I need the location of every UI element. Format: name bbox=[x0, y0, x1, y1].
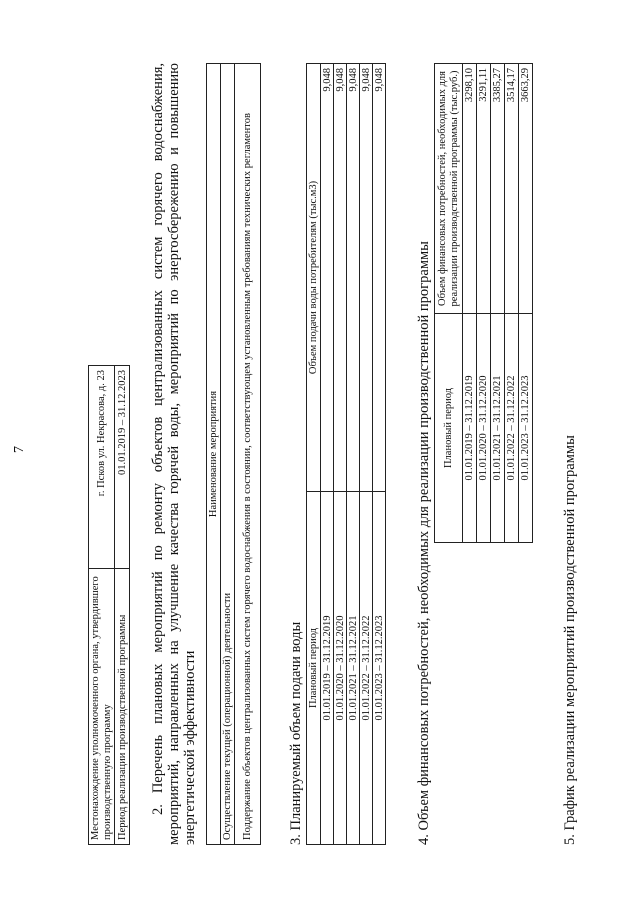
table-header-row bbox=[435, 64, 463, 543]
table-row bbox=[347, 64, 360, 845]
info-value: г. Псков ул. Некрасова, д. 23 bbox=[89, 366, 115, 569]
table-row bbox=[477, 64, 491, 543]
info-table bbox=[88, 365, 130, 845]
table-row bbox=[491, 64, 505, 543]
period-cell: 01.01.2023 – 31.12.2023 bbox=[373, 492, 386, 845]
info-row bbox=[89, 366, 115, 845]
table-row bbox=[235, 64, 261, 845]
financial-needs-table bbox=[434, 63, 533, 543]
table-header-row bbox=[307, 64, 321, 845]
col-header-finance: Объем финансовых потребностей, необходимых для реализации производственной программы (тыс.руб.) bbox=[435, 64, 463, 314]
volume-cell: 9,048 bbox=[334, 64, 347, 492]
period-cell: 01.01.2020 – 31.12.2020 bbox=[477, 314, 491, 543]
period-cell: 01.01.2022 – 31.12.2022 bbox=[360, 492, 373, 845]
period-cell: 01.01.2022 – 31.12.2022 bbox=[505, 314, 519, 543]
col-header-period: Плановый период bbox=[307, 492, 321, 845]
measures-cell: Поддержание объектов централизованных систем горячего водоснабжения в состоянии, соответствующем установленным требованиям технических регламентов bbox=[235, 64, 261, 845]
finance-cell: 3385,27 bbox=[491, 64, 505, 314]
page-number: 7 bbox=[12, 446, 27, 453]
volume-cell: 9,048 bbox=[347, 64, 360, 492]
table-row bbox=[221, 64, 235, 845]
section-5-title: 5. График реализации мероприятий производственной программы bbox=[562, 435, 578, 845]
col-header-volume: Объем подачи воды потребителям (тыс.м3) bbox=[307, 64, 321, 492]
period-cell: 01.01.2019 – 31.12.2019 bbox=[321, 492, 334, 845]
measures-header: Наименование мероприятия bbox=[207, 64, 221, 845]
period-cell: 01.01.2023 – 31.12.2023 bbox=[519, 314, 533, 543]
water-volume-table bbox=[306, 63, 386, 845]
finance-cell: 3291,11 bbox=[477, 64, 491, 314]
section-4-title: 4. Объем финансовых потребностей, необходимых для реализации производственной программы bbox=[416, 241, 432, 845]
col-header-period: Плановый период bbox=[435, 314, 463, 543]
finance-cell: 3663,29 bbox=[519, 64, 533, 314]
volume-cell: 9,048 bbox=[360, 64, 373, 492]
table-row bbox=[505, 64, 519, 543]
section-2-heading: 2. Перечень плановых мероприятий по ремонту объектов централизованных систем горячего водоснабжения, мероприятий, направленных на улучшение качества горячей воды, мероприятий по энергосбережению и повышению энергетической эффективности bbox=[150, 63, 198, 845]
info-value: 01.01.2019 – 31.12.2023 bbox=[115, 366, 130, 569]
period-cell: 01.01.2021 – 31.12.2021 bbox=[491, 314, 505, 543]
info-label: Период реализации производственной программы bbox=[115, 569, 130, 845]
table-header-row bbox=[207, 64, 221, 845]
measures-cell: Осуществление текущей (операционной) деятельности bbox=[221, 64, 235, 845]
finance-cell: 3298,10 bbox=[463, 64, 477, 314]
info-label: Местонахождение уполномоченного органа, утвердившего производственную программу bbox=[89, 569, 115, 845]
period-cell: 01.01.2021 – 31.12.2021 bbox=[347, 492, 360, 845]
period-cell: 01.01.2019 – 31.12.2019 bbox=[463, 314, 477, 543]
section-3-title: 3. Планируемый объем подачи воды bbox=[288, 621, 304, 845]
volume-cell: 9,048 bbox=[373, 64, 386, 492]
measures-table bbox=[206, 63, 261, 845]
table-row bbox=[334, 64, 347, 845]
table-row bbox=[463, 64, 477, 543]
table-row bbox=[519, 64, 533, 543]
table-row bbox=[360, 64, 373, 845]
period-cell: 01.01.2020 – 31.12.2020 bbox=[334, 492, 347, 845]
info-row bbox=[115, 366, 130, 845]
table-row bbox=[321, 64, 334, 845]
table-row bbox=[373, 64, 386, 845]
finance-cell: 3514,17 bbox=[505, 64, 519, 314]
volume-cell: 9,048 bbox=[321, 64, 334, 492]
